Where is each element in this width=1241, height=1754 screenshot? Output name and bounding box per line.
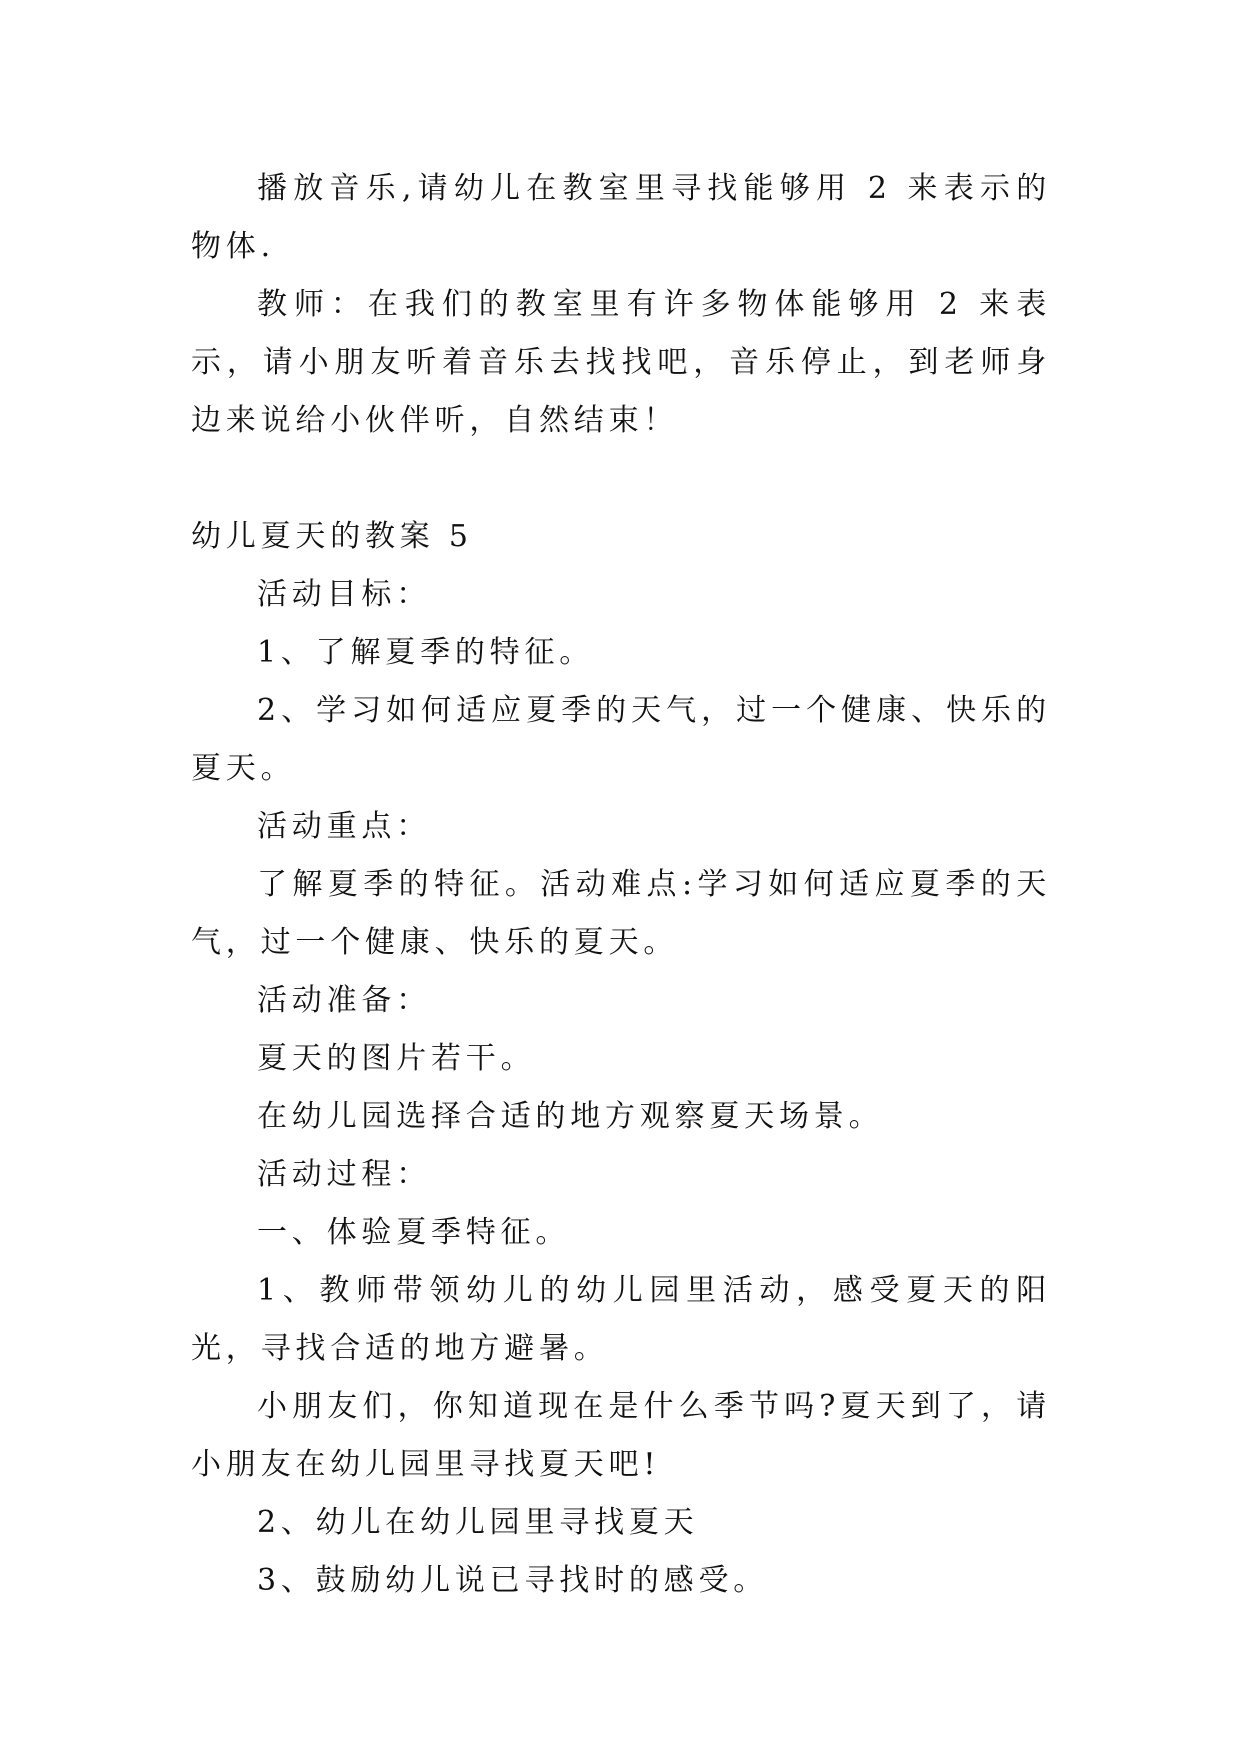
- paragraph: 活动准备：: [257, 983, 431, 1018]
- paragraph: 3、鼓励幼儿说已寻找时的感受。: [257, 1563, 769, 1598]
- document-body: [191, 160, 1051, 1610]
- paragraph: 活动过程：: [257, 1157, 431, 1192]
- paragraph: 小朋友们，你知道现在是什么季节吗?夏天到了，请小朋友在幼儿园里寻找夏天吧!: [191, 1389, 1051, 1482]
- paragraph: 1、教师带领幼儿的幼儿园里活动，感受夏天的阳光，寻找合适的地方避暑。: [191, 1273, 1051, 1366]
- paragraph-gap: [191, 450, 1051, 508]
- paragraph: 教师：在我们的教室里有许多物体能够用 2 来表示，请小朋友听着音乐去找找吧，音乐停止，到老师身边来说给小伙伴听，自然结束！: [191, 287, 1051, 438]
- paragraph: 活动目标：: [257, 577, 431, 612]
- paragraph: 夏天的图片若干。: [257, 1041, 536, 1076]
- paragraph: 1、了解夏季的特征。: [257, 635, 595, 670]
- paragraph: 一、体验夏季特征。: [257, 1215, 571, 1250]
- paragraph: 2、幼儿在幼儿园里寻找夏天: [257, 1505, 699, 1540]
- paragraph: 播放音乐,请幼儿在教室里寻找能够用 2 来表示的物体.: [191, 171, 1051, 264]
- paragraph: 活动重点：: [257, 809, 431, 844]
- paragraph: 2、学习如何适应夏季的天气，过一个健康、快乐的夏天。: [191, 693, 1051, 786]
- paragraph: 了解夏季的特征。活动难点:学习如何适应夏季的天气，过一个健康、快乐的夏天。: [191, 867, 1051, 960]
- section-heading: 幼儿夏天的教案 5: [191, 519, 473, 554]
- paragraph: 在幼儿园选择合适的地方观察夏天场景。: [257, 1099, 884, 1134]
